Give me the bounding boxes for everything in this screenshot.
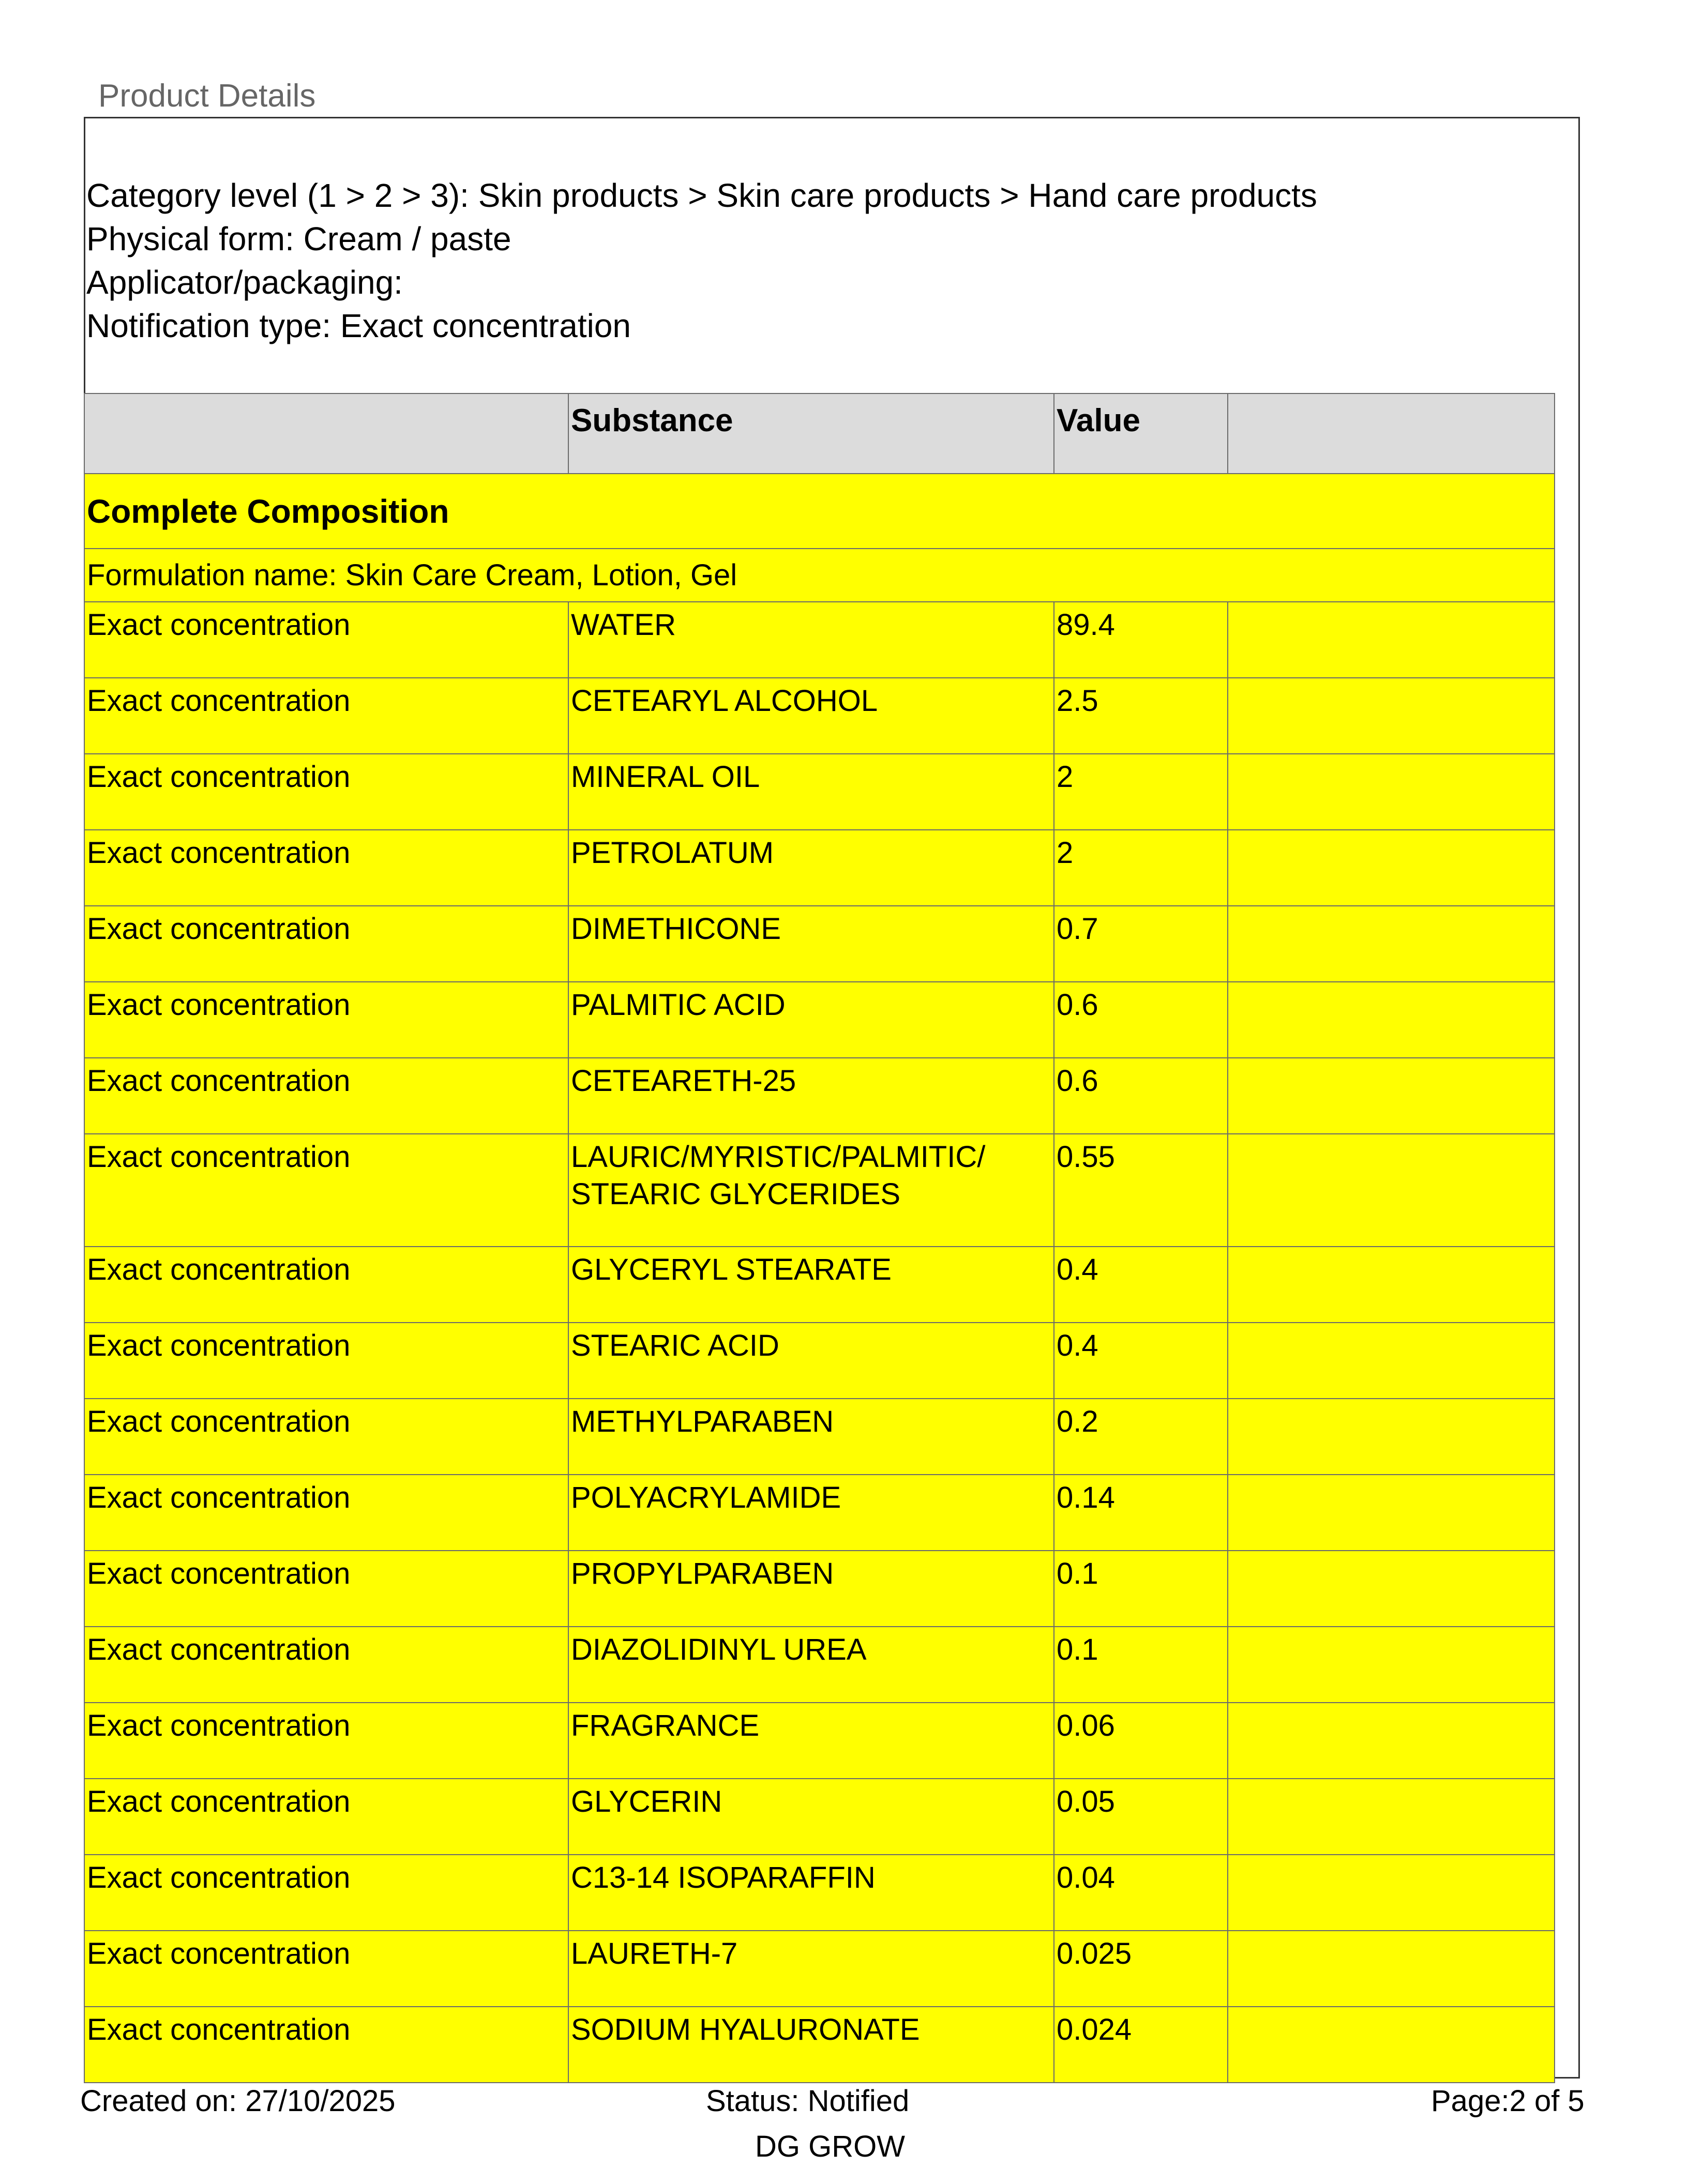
category-level: Category level (1 > 2 > 3): Skin products > Skin care products > Hand care products — [86, 177, 1317, 214]
physical-form: Physical form: Cream / paste — [86, 220, 511, 257]
cell-type: Exact concentration — [84, 1627, 568, 1703]
cell-type: Exact concentration — [84, 2007, 568, 2083]
table-row — [84, 830, 1555, 906]
cell-value: 0.024 — [1054, 2007, 1228, 2083]
cell-value: 2 — [1054, 754, 1228, 830]
cell-extra — [1228, 1779, 1555, 1855]
section-row — [84, 474, 1555, 549]
cell-substance: PALMITIC ACID — [568, 982, 1054, 1058]
cell-substance: STEARIC ACID — [568, 1323, 1054, 1399]
cell-extra — [1228, 1703, 1555, 1779]
cell-substance: DIAZOLIDINYL UREA — [568, 1627, 1054, 1703]
cell-type: Exact concentration — [84, 1703, 568, 1779]
table-row — [84, 1134, 1555, 1247]
cell-substance: SODIUM HYALURONATE — [568, 2007, 1054, 2083]
cell-value: 0.04 — [1054, 1855, 1228, 1931]
cell-substance: DIMETHICONE — [568, 906, 1054, 982]
cell-value: 0.4 — [1054, 1323, 1228, 1399]
cell-value: 0.6 — [1054, 982, 1228, 1058]
cell-substance: GLYCERIN — [568, 1779, 1054, 1855]
cell-type: Exact concentration — [84, 1399, 568, 1475]
cell-type: Exact concentration — [84, 754, 568, 830]
cell-type: Exact concentration — [84, 1855, 568, 1931]
cell-substance: FRAGRANCE — [568, 1703, 1054, 1779]
table-row — [84, 1058, 1555, 1134]
cell-type: Exact concentration — [84, 1551, 568, 1627]
cell-type: Exact concentration — [84, 1779, 568, 1855]
organization-name: DG GROW — [755, 2130, 905, 2163]
cell-value: 0.05 — [1054, 1779, 1228, 1855]
cell-type: Exact concentration — [84, 1323, 568, 1399]
cell-extra — [1228, 982, 1555, 1058]
complete-composition-label: Complete Composition — [84, 474, 1555, 549]
cell-extra — [1228, 906, 1555, 982]
section-title: Product Details — [98, 78, 316, 114]
table-row — [84, 2007, 1555, 2083]
cell-type: Exact concentration — [84, 1247, 568, 1323]
cell-value: 0.14 — [1054, 1475, 1228, 1551]
applicator-packaging: Applicator/packaging: — [86, 264, 403, 301]
table-row — [84, 1247, 1555, 1323]
cell-extra — [1228, 1399, 1555, 1475]
cell-value: 2.5 — [1054, 678, 1228, 754]
cell-type: Exact concentration — [84, 982, 568, 1058]
cell-substance: GLYCERYL STEARATE — [568, 1247, 1054, 1323]
page-number: Page:2 of 5 — [1431, 2084, 1585, 2118]
cell-type: Exact concentration — [84, 1475, 568, 1551]
table-row — [84, 1551, 1555, 1627]
cell-value: 0.2 — [1054, 1399, 1228, 1475]
table-header-row — [84, 393, 1555, 474]
cell-type: Exact concentration — [84, 602, 568, 678]
composition-table — [84, 393, 1555, 2083]
cell-substance: PETROLATUM — [568, 830, 1054, 906]
cell-extra — [1228, 2007, 1555, 2083]
cell-type: Exact concentration — [84, 1134, 568, 1247]
cell-value: 0.4 — [1054, 1247, 1228, 1323]
cell-extra — [1228, 1058, 1555, 1134]
cell-substance: PROPYLPARABEN — [568, 1551, 1054, 1627]
cell-value: 89.4 — [1054, 602, 1228, 678]
cell-extra — [1228, 1627, 1555, 1703]
cell-substance: CETEARYL ALCOHOL — [568, 678, 1054, 754]
cell-extra — [1228, 602, 1555, 678]
cell-substance: C13-14 ISOPARAFFIN — [568, 1855, 1054, 1931]
header-cell-value: Value — [1054, 393, 1228, 474]
notification-type: Notification type: Exact concentration — [86, 307, 631, 344]
table-row — [84, 754, 1555, 830]
cell-type: Exact concentration — [84, 1058, 568, 1134]
cell-extra — [1228, 830, 1555, 906]
table-row — [84, 982, 1555, 1058]
table-row — [84, 602, 1555, 678]
cell-extra — [1228, 1551, 1555, 1627]
cell-value: 0.55 — [1054, 1134, 1228, 1247]
formulation-name: Formulation name: Skin Care Cream, Lotion, Gel — [84, 549, 1555, 602]
cell-substance: WATER — [568, 602, 1054, 678]
cell-type: Exact concentration — [84, 906, 568, 982]
cell-extra — [1228, 754, 1555, 830]
table-row — [84, 1475, 1555, 1551]
status-text: Status: Notified — [706, 2084, 910, 2118]
table-row — [84, 1703, 1555, 1779]
table-row — [84, 1323, 1555, 1399]
table-row — [84, 1627, 1555, 1703]
table-row — [84, 906, 1555, 982]
cell-value: 0.1 — [1054, 1627, 1228, 1703]
cell-substance: MINERAL OIL — [568, 754, 1054, 830]
cell-substance: CETEARETH-25 — [568, 1058, 1054, 1134]
cell-value: 0.6 — [1054, 1058, 1228, 1134]
cell-substance: LAURIC/MYRISTIC/PALMITIC/ STEARIC GLYCERIDES — [568, 1134, 1054, 1247]
header-cell-extra — [1228, 393, 1555, 474]
formulation-row — [84, 549, 1555, 602]
table-row — [84, 678, 1555, 754]
cell-type: Exact concentration — [84, 830, 568, 906]
cell-value: 2 — [1054, 830, 1228, 906]
cell-extra — [1228, 1247, 1555, 1323]
header-cell-substance: Substance — [568, 393, 1054, 474]
product-meta — [86, 174, 1317, 347]
cell-type: Exact concentration — [84, 678, 568, 754]
table-row — [84, 1399, 1555, 1475]
cell-value: 0.7 — [1054, 906, 1228, 982]
cell-substance: METHYLPARABEN — [568, 1399, 1054, 1475]
cell-substance: LAURETH-7 — [568, 1931, 1054, 2007]
header-cell-type — [84, 393, 568, 474]
cell-extra — [1228, 1931, 1555, 2007]
created-on: Created on: 27/10/2025 — [80, 2084, 396, 2118]
cell-extra — [1228, 1323, 1555, 1399]
cell-extra — [1228, 1475, 1555, 1551]
cell-value: 0.025 — [1054, 1931, 1228, 2007]
cell-substance: POLYACRYLAMIDE — [568, 1475, 1054, 1551]
cell-value: 0.1 — [1054, 1551, 1228, 1627]
cell-extra — [1228, 1855, 1555, 1931]
cell-extra — [1228, 1134, 1555, 1247]
cell-type: Exact concentration — [84, 1931, 568, 2007]
cell-value: 0.06 — [1054, 1703, 1228, 1779]
table-row — [84, 1779, 1555, 1855]
table-row — [84, 1931, 1555, 2007]
table-row — [84, 1855, 1555, 1931]
cell-extra — [1228, 678, 1555, 754]
